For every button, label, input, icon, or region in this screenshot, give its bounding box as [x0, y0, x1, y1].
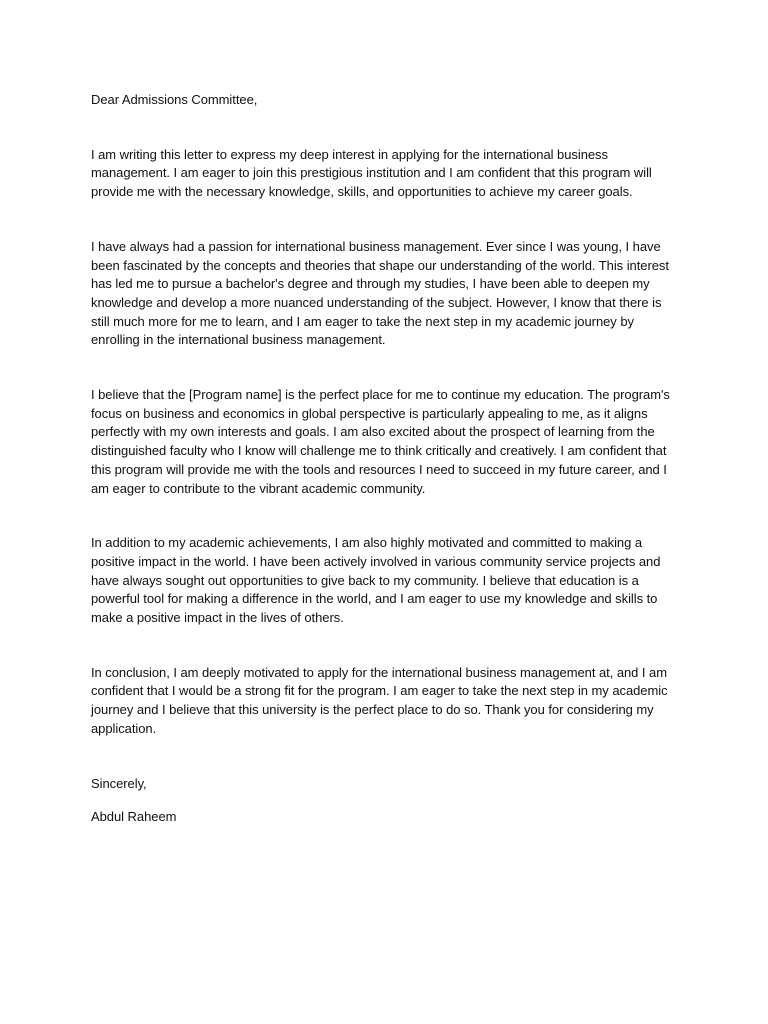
closing: Sincerely, — [91, 775, 147, 791]
paragraph: In addition to my academic achievements, I am also highly motivated and committed to making a positive impact in the world. I have been actively involved in various community service projects and have always sought out opportunities to give back to my community. I believe that education is a powerful tool for making a difference in the world, and I am eager to use my knowledge and skills to make a positive impact in the lives of others. — [91, 535, 661, 626]
salutation: Dear Admissions Committee, — [91, 92, 258, 107]
paragraph: In conclusion, I am deeply motivated to apply for the international business management at, and I am confident that I would be a strong fit for the program. I am eager to take the next step in my academic journey and I believe that this university is the perfect place to do so. Thank you for considering my application. — [91, 664, 668, 736]
paragraph: I believe that the [Program name] is the perfect place for me to continue my education. The program's focus on business and economics in global perspective is particularly appealing to me, as it aligns perfectly with my own interests and goals. I am also excited about the prospect of learning from the distinguished faculty who I know will challenge me to think critically and creatively. I am confident that this program will provide me with the tools and resources I need to succeed in my future career, and I am eager to contribute to the vibrant academic community. — [91, 387, 670, 496]
signature-name: Abdul Raheem — [91, 809, 177, 825]
letter-body — [91, 91, 671, 827]
paragraph: I am writing this letter to express my deep interest in applying for the international business management. I am eager to join this prestigious institution and I am confident that this program will provide me with the necessary knowledge, skills, and opportunities to achieve my career goals. — [91, 146, 652, 200]
paragraph: I have always had a passion for international business management. Ever since I was young, I have been fascinated by the concepts and theories that shape our understanding of the world. This interest has led me to pursue a bachelor's degree and through my studies, I have been able to deepen my knowledge and develop a more nuanced understanding of the subject. However, I know that there is still much more for me to learn, and I am eager to take the next step in my academic journey by enrolling in the international business management. — [91, 238, 669, 348]
